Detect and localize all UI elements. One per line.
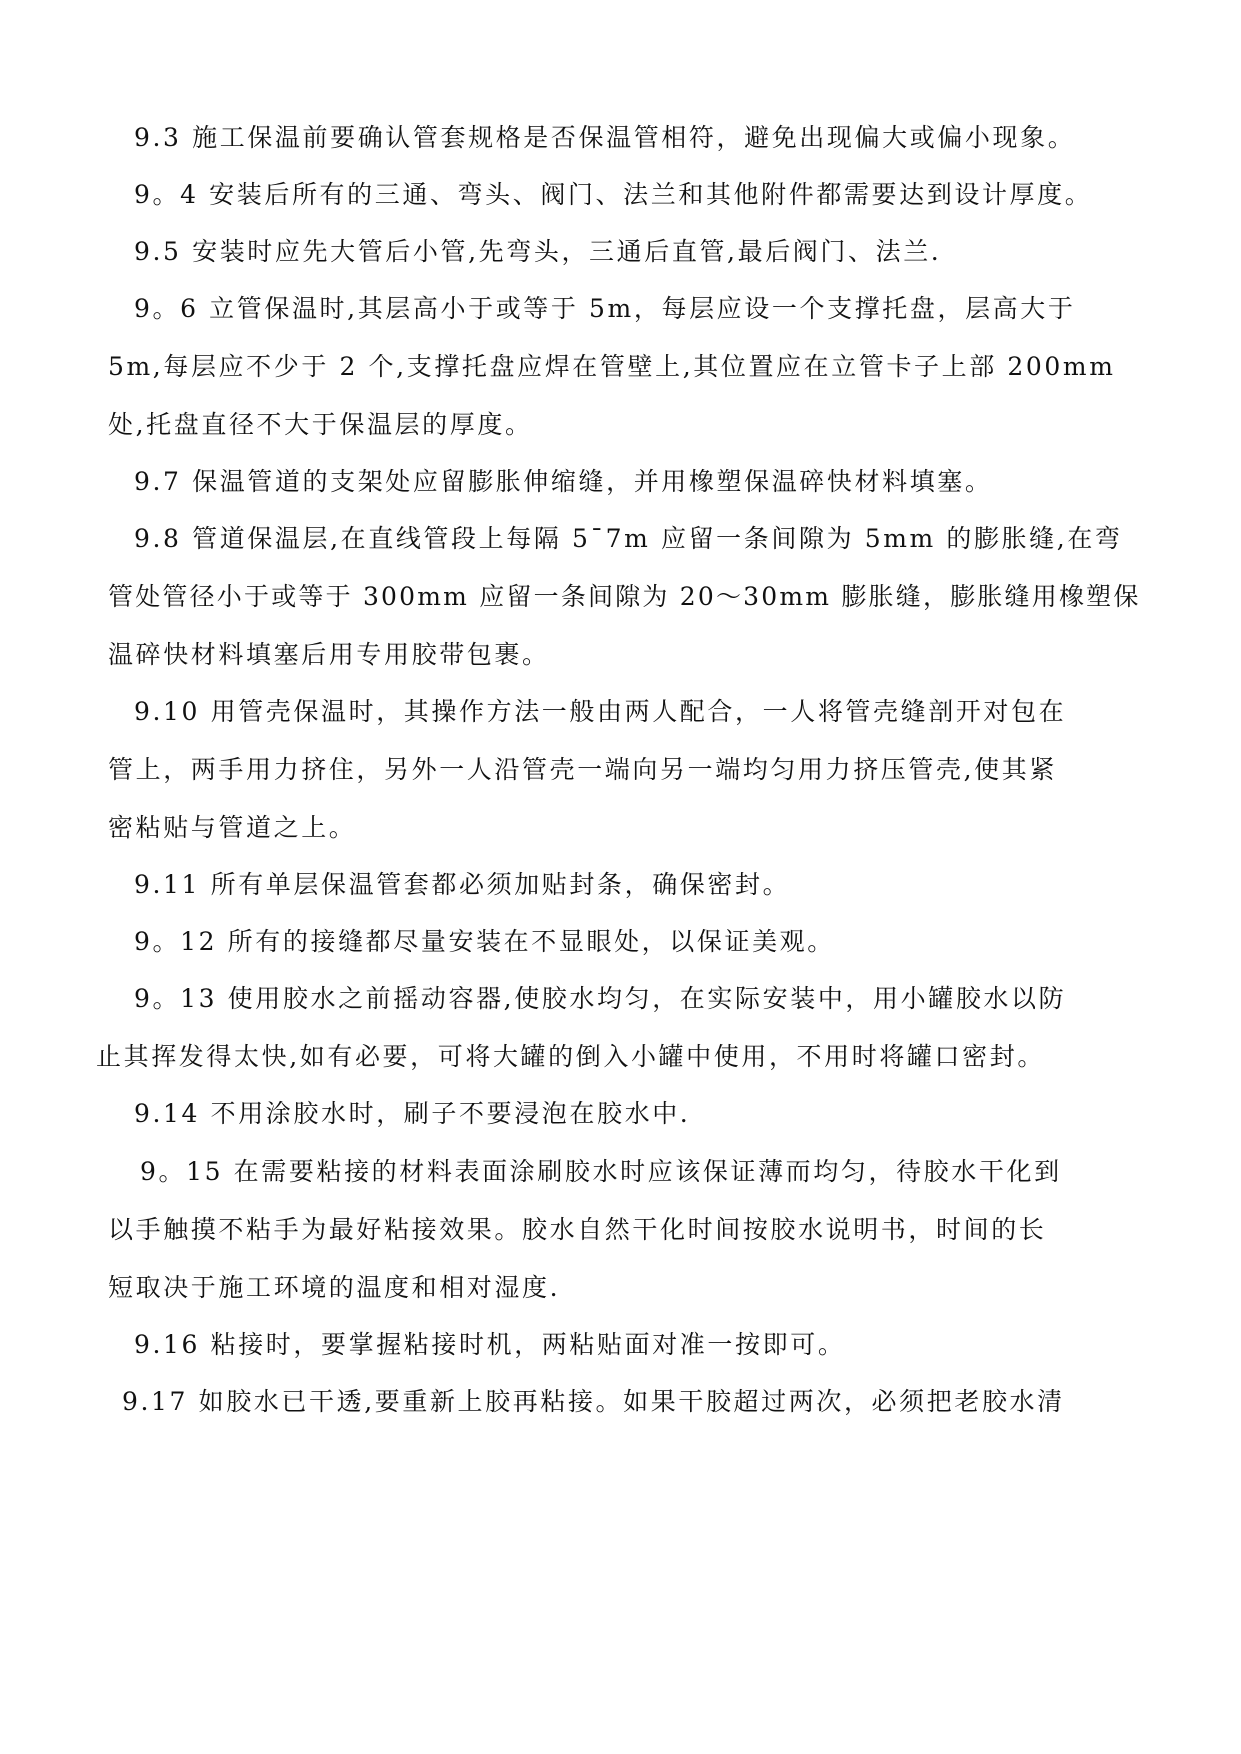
paragraph-9-3-line-1: 9.3 施工保温前要确认管套规格是否保温管相符，避免出现偏大或偏小现象。	[134, 123, 1076, 152]
paragraph-9-15-line-2: 以手触摸不粘手为最好粘接效果。胶水自然干化时间按胶水说明书，时间的长	[108, 1215, 1047, 1244]
paragraph-9-5-line-1: 9.5 安装时应先大管后小管,先弯头，三通后直管,最后阀门、法兰.	[134, 237, 942, 266]
paragraph-9-7-line-1: 9.7 保温管道的支架处应留膨胀伸缩缝，并用橡塑保温碎快材料填塞。	[134, 467, 993, 496]
paragraph-9-15-line-1: 9。15 在需要粘接的材料表面涂刷胶水时应该保证薄而均匀，待胶水干化到	[140, 1157, 1062, 1186]
paragraph-9-4-line-1: 9。4 安装后所有的三通、弯头、阀门、法兰和其他附件都需要达到设计厚度。	[134, 180, 1093, 209]
paragraph-9-17-line-1: 9.17 如胶水已干透,要重新上胶再粘接。如果干胶超过两次，必须把老胶水清	[122, 1387, 1065, 1416]
paragraph-9-10-line-3: 密粘贴与管道之上。	[108, 813, 357, 842]
paragraph-9-12-line-1: 9。12 所有的接缝都尽量安装在不显眼处，以保证美观。	[134, 927, 835, 956]
paragraph-9-14-line-1: 9.14 不用涂胶水时，刷子不要浸泡在胶水中.	[134, 1099, 691, 1128]
paragraph-9-11-line-1: 9.11 所有单层保温管套都必须加贴封条，确保密封。	[134, 870, 791, 899]
paragraph-9-16-line-1: 9.16 粘接时，要掌握粘接时机，两粘贴面对准一按即可。	[134, 1330, 846, 1359]
paragraph-9-6-line-2: 5m,每层应不少于 2 个,支撑托盘应焊在管壁上,其位置应在立管卡子上部 200mm	[108, 352, 1116, 381]
paragraph-9-6-line-3: 处,托盘直径不大于保温层的厚度。	[108, 410, 533, 439]
paragraph-9-6-line-1: 9。6 立管保温时,其层高小于或等于 5m，每层应设一个支撑托盘，层高大于	[134, 294, 1076, 323]
paragraph-9-10-line-1: 9.10 用管壳保温时，其操作方法一般由两人配合，一人将管壳缝剖开对包在	[134, 697, 1067, 726]
paragraph-9-8-line-1: 9.8 管道保温层,在直线管段上每隔 5¯7m 应留一条间隙为 5mm 的膨胀缝,在弯	[134, 524, 1123, 553]
paragraph-9-15-line-3: 短取决于施工环境的温度和相对湿度.	[108, 1273, 561, 1302]
paragraph-9-13-line-1: 9。13 使用胶水之前摇动容器,使胶水均匀，在实际安装中，用小罐胶水以防	[134, 984, 1067, 1013]
paragraph-9-8-line-2: 管处管径小于或等于 300mm 应留一条间隙为 20～30mm 膨胀缝，膨胀缝用橡塑保	[108, 582, 1141, 611]
paragraph-9-8-line-3: 温碎快材料填塞后用专用胶带包裹。	[108, 640, 550, 669]
paragraph-9-13-line-2: 止其挥发得太快,如有必要，可将大罐的倒入小罐中使用，不用时将罐口密封。	[96, 1042, 1045, 1071]
paragraph-9-10-line-2: 管上，两手用力挤住，另外一人沿管壳一端向另一端均匀用力挤压管壳,使其紧	[108, 755, 1057, 784]
